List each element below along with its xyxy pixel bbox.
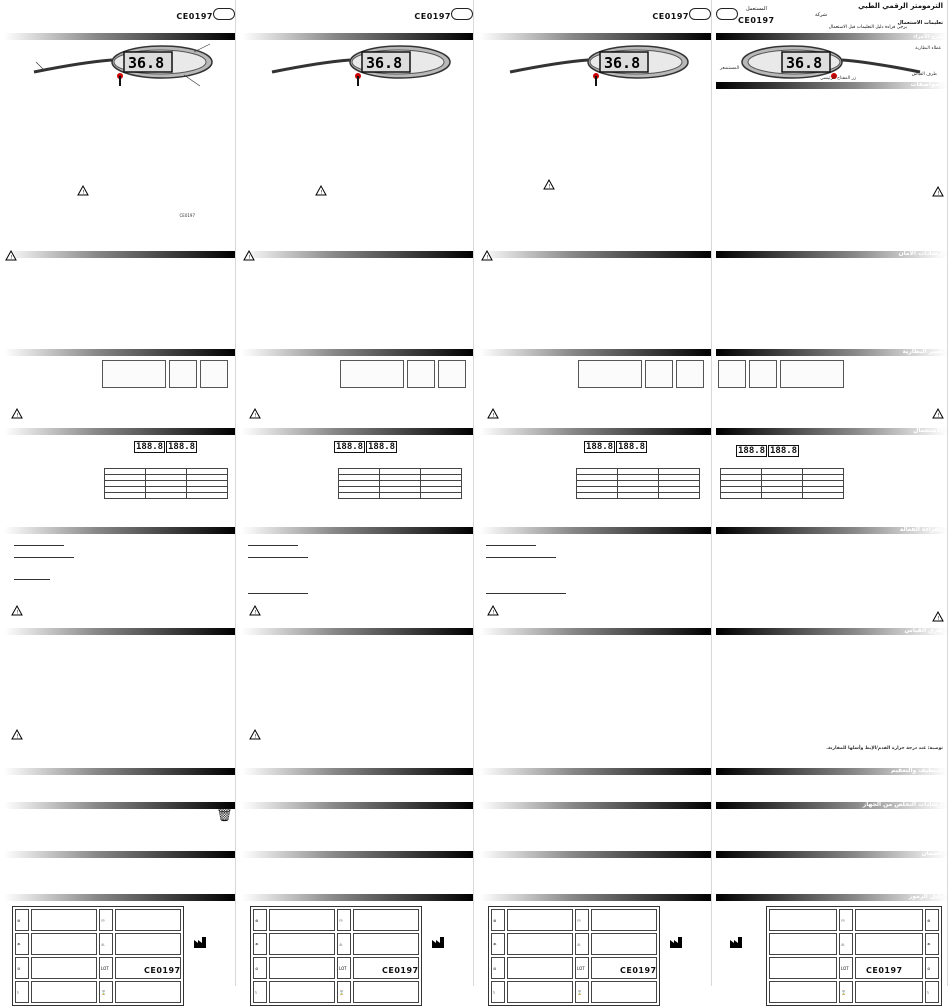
section-band-symbols: [242, 894, 473, 901]
section-battery-label: تغيير البطارية: [902, 348, 943, 355]
section-band-battery: [242, 349, 473, 356]
section-band-disposal: [480, 802, 711, 809]
warning-icon: [933, 187, 943, 196]
battery-disposal-image: [718, 360, 746, 388]
warning-icon: [544, 180, 554, 189]
lcd-code-1: 188.8: [738, 446, 766, 456]
ce-mark-bottom: CE0197: [866, 966, 903, 975]
section-band-cleaning: [242, 768, 473, 775]
section-band-safety: [716, 251, 947, 258]
svg-text:!: !: [937, 616, 940, 622]
section-specs-label: المواصفات: [910, 81, 943, 88]
reading-table: [338, 468, 462, 499]
battery-step-image: [169, 360, 197, 388]
warning-icon: [250, 606, 260, 615]
section-cleaning-label: التنظيف والتعقيم: [890, 767, 943, 774]
lcd-code-2: 188.8: [618, 442, 646, 452]
section-methods-label: طرق القياس: [904, 627, 943, 634]
svg-text:!: !: [254, 413, 257, 419]
reading-table: [104, 468, 228, 499]
header-band: [480, 33, 711, 40]
underline-heading: [486, 593, 566, 594]
underline-heading: [486, 545, 536, 546]
header-band: [4, 33, 235, 40]
warning-icon: [250, 730, 260, 739]
warning-icon: [488, 409, 498, 418]
warning-icon: [250, 409, 260, 418]
section-band-battery: [716, 349, 947, 356]
battery-images: [718, 360, 844, 388]
manufacturer-icon: [432, 937, 445, 948]
section-band-use: [480, 428, 711, 435]
svg-text:36.8: 36.8: [128, 54, 165, 72]
instructions-heading: تعليمات الاستعمال: [897, 20, 943, 26]
warning-icon: [78, 186, 88, 195]
section-band-cleaning: [716, 768, 947, 775]
svg-text:!: !: [10, 255, 13, 261]
section-band-warranty: [4, 851, 235, 858]
ce-mark: CE0197: [176, 12, 213, 21]
underline-heading: [14, 545, 64, 546]
battery-cover-image: [780, 360, 844, 388]
battery-cover-image: [340, 360, 404, 388]
lcd-code-1: 188.8: [136, 442, 164, 452]
section-band-use: [4, 428, 235, 435]
battery-images: [578, 360, 704, 388]
section-band-methods: [716, 628, 947, 635]
label-button: زر المفتاح الرئيسي: [820, 76, 856, 81]
label-tip: طرف القياس: [911, 72, 937, 77]
svg-text:!: !: [320, 190, 323, 196]
battery-step-image: [645, 360, 673, 388]
symbols-table: ⊛ ⚇ ☂ ⚠ ⊘ LOT ⌇ ⌛: [12, 906, 184, 1006]
manual-panel-arabic: [716, 0, 948, 995]
measure-recommendation: توصية: عند درجة حرارة القدم/الإبط وأسلها للمقارنة.: [826, 746, 943, 751]
ce-mark: CE0197: [738, 16, 775, 25]
section-band-mode: [480, 527, 711, 534]
section-warranty-label: الضمان: [921, 850, 943, 857]
section-band-methods: [242, 628, 473, 635]
section-band-mode: [4, 527, 235, 534]
crossed-bin-icon: 🗑: [216, 808, 233, 823]
section-parts: شرح الأجزاء: [913, 34, 943, 40]
svg-text:!: !: [548, 184, 551, 190]
manual-panel-2: [242, 0, 474, 995]
manual-panel-1: [4, 0, 236, 995]
section-band-battery: [4, 349, 235, 356]
thermometer-illustration: [262, 42, 462, 90]
underline-heading: [14, 557, 74, 558]
section-band-warranty: [242, 851, 473, 858]
user-label: المستعمل: [746, 6, 767, 12]
section-band-use: [716, 428, 947, 435]
underline-heading: [248, 593, 308, 594]
notified-body-oval: [689, 8, 711, 20]
svg-text:!: !: [937, 191, 940, 197]
thermometer-illustration: [500, 42, 700, 90]
section-band-battery: [480, 349, 711, 356]
section-symbols-label: دليل الرموز: [908, 893, 943, 900]
section-band-mode: [242, 527, 473, 534]
battery-cover-image: [578, 360, 642, 388]
underline-heading: [248, 545, 298, 546]
section-band-warranty: [480, 851, 711, 858]
underline-heading: [486, 557, 556, 558]
svg-text:36.8: 36.8: [604, 54, 641, 72]
symbols-table: ⊛ ⚇ ☂ ⚠ ⊘ LOT ⌇ ⌛: [250, 906, 422, 1006]
battery-step-image: [407, 360, 435, 388]
reading-table: [576, 468, 700, 499]
section-band-symbols: [4, 894, 235, 901]
lcd-code-1: 188.8: [336, 442, 364, 452]
section-band-symbols: [716, 894, 947, 901]
ce-mark: CE0197: [652, 12, 689, 21]
section-band-methods: [480, 628, 711, 635]
manufacturer-icon: [670, 937, 683, 948]
label-sensor: المستشعر: [720, 66, 740, 71]
warning-icon: [482, 251, 492, 260]
svg-text:!: !: [16, 610, 19, 616]
warning-icon: [12, 730, 22, 739]
manufacturer-icon: [730, 937, 743, 948]
product-title: الترمومتر الرقمي الطبي: [858, 2, 943, 10]
svg-text:36.8: 36.8: [786, 54, 823, 72]
section-disposal-label: إرشادات التخلص من الجهاز: [862, 801, 943, 808]
section-band-safety: [242, 251, 473, 258]
section-band-disposal: [716, 802, 947, 809]
ce-inline: CE0197: [179, 213, 195, 218]
section-band-mode: [716, 527, 947, 534]
manufacturer-icon: [194, 937, 207, 948]
warning-icon: [933, 612, 943, 621]
lcd-code-1: 188.8: [586, 442, 614, 452]
company-label: شركة: [814, 12, 827, 18]
svg-text:!: !: [937, 413, 940, 419]
svg-text:36.8: 36.8: [366, 54, 403, 72]
section-band-disposal: [4, 802, 235, 809]
section-band-specs: [716, 82, 947, 89]
section-band-safety: [4, 251, 235, 258]
section-band-symbols: [480, 894, 711, 901]
notified-body-oval: [451, 8, 473, 20]
section-band-cleaning: [480, 768, 711, 775]
section-safety-label: إرشادات الأمان: [898, 250, 943, 257]
warning-icon: [316, 186, 326, 195]
svg-text:!: !: [486, 255, 489, 261]
ce-mark: CE0197: [414, 12, 451, 21]
svg-text:!: !: [492, 413, 495, 419]
battery-step-image: [749, 360, 777, 388]
warning-icon: [244, 251, 254, 260]
battery-images: [102, 360, 228, 388]
battery-disposal-image: [438, 360, 466, 388]
warning-icon: [12, 409, 22, 418]
label-protection: غطاء البطارية: [915, 46, 941, 51]
read-note: يرجى قراءة دليل التعليمات قبل الاستعمال: [828, 25, 907, 30]
section-band-warranty: [716, 851, 947, 858]
section-band-methods: [4, 628, 235, 635]
reading-table: [720, 468, 844, 499]
section-use-label: الاستعمال: [913, 427, 943, 434]
underline-heading: [14, 579, 50, 580]
lcd-code-2: 188.8: [168, 442, 196, 452]
warning-icon: [6, 251, 16, 260]
manual-panel-3: [480, 0, 712, 995]
battery-cover-image: [102, 360, 166, 388]
section-band-safety: [480, 251, 711, 258]
battery-disposal-image: [200, 360, 228, 388]
svg-text:!: !: [16, 413, 19, 419]
section-band-cleaning: [4, 768, 235, 775]
symbols-table: ⊛ ⚇ ☂ ⚠ ⊘ LOT ⌇ ⌛: [488, 906, 660, 1006]
symbols-table: ⚇ ⊛ ⚠ ☂ LOT ⊘ ⌛ ⌇: [766, 906, 942, 1006]
ce-mark-bottom: CE0197: [144, 966, 181, 975]
section-mode-label: القراءة الفعالة: [899, 526, 943, 533]
lcd-code-2: 188.8: [770, 446, 798, 456]
battery-disposal-image: [676, 360, 704, 388]
section-band-disposal: [242, 802, 473, 809]
svg-text:!: !: [82, 190, 85, 196]
svg-text:!: !: [248, 255, 251, 261]
lcd-code-2: 188.8: [368, 442, 396, 452]
notified-body-oval: [213, 8, 235, 20]
svg-text:!: !: [254, 610, 257, 616]
svg-text:!: !: [16, 734, 19, 740]
ce-mark-bottom: CE0197: [620, 966, 657, 975]
warning-icon: [488, 606, 498, 615]
thermometer-illustration: [24, 42, 224, 90]
svg-text:!: !: [254, 734, 257, 740]
notified-body-oval: [716, 8, 738, 20]
section-band-use: [242, 428, 473, 435]
ce-mark-bottom: CE0197: [382, 966, 419, 975]
warning-icon: [12, 606, 22, 615]
underline-heading: [248, 557, 308, 558]
header-band: [242, 33, 473, 40]
svg-text:!: !: [492, 610, 495, 616]
battery-images: [340, 360, 466, 388]
warning-icon: [933, 409, 943, 418]
